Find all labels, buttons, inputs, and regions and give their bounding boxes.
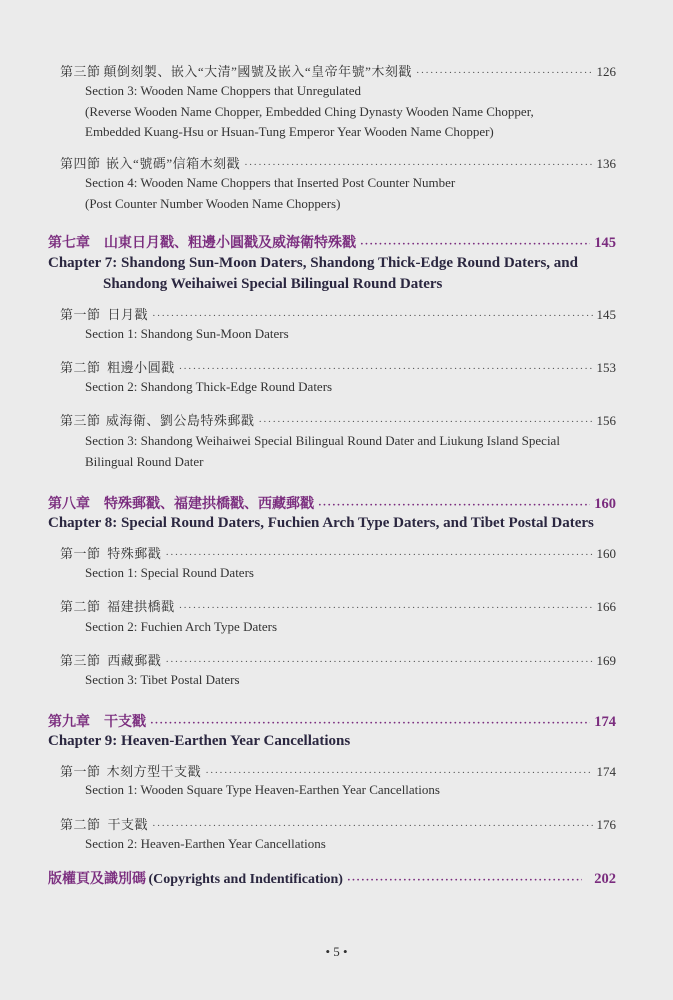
section-number: 第三節 (60, 64, 101, 79)
toc-section-row (60, 543, 616, 562)
section-title-cn: 顛倒刻製、嵌入“大清”國號及嵌入“皇帝年號”木刻戳 (103, 64, 412, 79)
en-line: Section 1: Wooden Square Type Heaven-Earthen Year Cancellations (85, 782, 440, 797)
en-line: Section 3: Tibet Postal Daters (85, 672, 240, 687)
page-ref: 174 (594, 714, 616, 730)
page-ref: 176 (596, 817, 616, 832)
dot-leader (205, 767, 592, 779)
dot-leader (318, 499, 590, 511)
toc-section-row (60, 304, 616, 323)
page-number: • 5 • (325, 944, 348, 959)
toc-section-row (60, 410, 616, 429)
en-line: (Reverse Wooden Name Chopper, Embedded Ching Dynasty Wooden Name Chopper, (85, 103, 534, 119)
en-line: Embedded Kuang-Hsu or Hsuan-Tung Emperor Year Wooden Name Chopper) (85, 124, 494, 139)
en-line: (Post Counter Number Wooden Name Choppers) (85, 195, 341, 211)
en-line: Chapter 7: Shandong Sun-Moon Daters, Shandong Thick-Edge Round Daters, and (48, 255, 578, 271)
toc-section-row (60, 596, 616, 615)
section-title-en (85, 670, 240, 691)
page-ref: 156 (596, 413, 616, 428)
chapter-title-en (48, 253, 578, 295)
section-number: 第一節 (60, 764, 101, 779)
section-title-cn: 干支戳 (107, 817, 149, 832)
en-line: Section 1: Special Round Daters (85, 565, 254, 580)
section-title-en (85, 324, 289, 345)
section-title-en (85, 431, 560, 472)
toc-chapter-row (48, 232, 616, 252)
en-line: Section 3: Wooden Name Choppers that Unregulated (85, 83, 361, 98)
dot-leader (165, 549, 592, 561)
section-title-cn: 威海衛、劉公島特殊郵戳 (105, 413, 255, 428)
page-ref: 202 (594, 871, 616, 887)
toc-section-row (60, 761, 616, 780)
en-line: Section 2: Fuchien Arch Type Daters (85, 619, 278, 634)
section-title-cn: 木刻方型干支戳 (106, 764, 202, 779)
page-ref: 160 (594, 496, 616, 512)
dot-leader (165, 656, 592, 668)
toc-section-row (60, 153, 616, 172)
page-ref: 174 (596, 764, 616, 779)
section-title-cn: 福建拱橋戳 (107, 599, 175, 614)
en-line: Chapter 8: Special Round Daters, Fuchien Arch Type Daters, and Tibet Postal Daters (48, 515, 594, 531)
section-title-cn: 嵌入“號碼”信箱木刻戳 (106, 156, 241, 171)
section-number: 第四節 (60, 156, 101, 171)
chapter-title-cn: 第八章 特殊郵戳、福建拱橋戳、西藏郵戳 (48, 497, 314, 512)
chapter-title-en (48, 731, 350, 752)
section-title-cn: 粗邊小圓戳 (107, 360, 175, 375)
section-title-en (85, 780, 440, 801)
toc-copyright-row (48, 868, 616, 888)
page-ref: 145 (594, 235, 616, 251)
section-number: 第三節 (60, 653, 101, 668)
toc-chapter-row (48, 711, 616, 731)
dot-leader (150, 717, 590, 729)
en-line: Shandong Weihaiwei Special Bilingual Round Daters (103, 276, 443, 292)
section-title-cn: 日月戳 (107, 307, 149, 322)
chapter-title-cn: 第九章 干支戳 (48, 715, 146, 730)
section-number: 第一節 (60, 307, 101, 322)
section-title-cn: 特殊郵戳 (107, 546, 162, 561)
copyright-title-cn: 版權頁及識別碼 (48, 872, 146, 887)
page-ref: 160 (596, 546, 616, 561)
toc-section-row (60, 357, 616, 376)
en-line: Chapter 9: Heaven-Earthen Year Cancellations (48, 733, 351, 749)
dot-leader (347, 874, 582, 886)
toc-section-row (60, 650, 616, 669)
section-number: 第一節 (60, 546, 101, 561)
section-number: 第二節 (60, 360, 101, 375)
section-title-en (85, 834, 326, 855)
section-number: 第二節 (60, 817, 101, 832)
page-ref: 166 (596, 599, 616, 614)
page-ref: 136 (596, 156, 616, 171)
toc-section-row (60, 61, 616, 80)
en-line: Bilingual Round Dater (85, 453, 204, 469)
en-line: Section 2: Shandong Thick-Edge Round Daters (85, 379, 333, 394)
dot-leader (244, 159, 592, 171)
section-number: 第三節 (60, 413, 101, 428)
chapter-title-cn: 第七章 山東日月戳、粗邊小圓戳及威海衛特殊戳 (48, 236, 356, 251)
en-line: Section 2: Heaven-Earthen Year Cancellations (85, 836, 326, 851)
dot-leader (360, 238, 590, 250)
dot-leader (416, 67, 593, 79)
toc-chapter-row (48, 493, 616, 513)
en-line: Section 4: Wooden Name Choppers that Inserted Post Counter Number (85, 175, 456, 190)
section-title-en (85, 377, 332, 398)
page-ref: 145 (596, 307, 616, 322)
dot-leader (179, 363, 593, 375)
dot-leader (179, 602, 593, 614)
dot-leader (152, 820, 592, 832)
page-ref: 169 (596, 653, 616, 668)
dot-leader (258, 416, 592, 428)
en-line: Section 3: Shandong Weihaiwei Special Bilingual Round Dater and Liukung Island Special (85, 433, 560, 448)
section-title-en (85, 173, 455, 214)
section-title-en (85, 617, 277, 638)
toc-section-row (60, 814, 616, 833)
section-title-cn: 西藏郵戳 (107, 653, 162, 668)
en-line: Section 1: Shandong Sun-Moon Daters (85, 326, 289, 341)
copyright-title-en: (Copyrights and Indentification) (148, 872, 343, 887)
page-ref: 126 (596, 64, 616, 79)
page-ref: 153 (596, 360, 616, 375)
dot-leader (152, 310, 592, 322)
section-number: 第二節 (60, 599, 101, 614)
chapter-title-en (48, 513, 594, 534)
section-title-en (85, 81, 534, 143)
section-title-en (85, 563, 254, 584)
